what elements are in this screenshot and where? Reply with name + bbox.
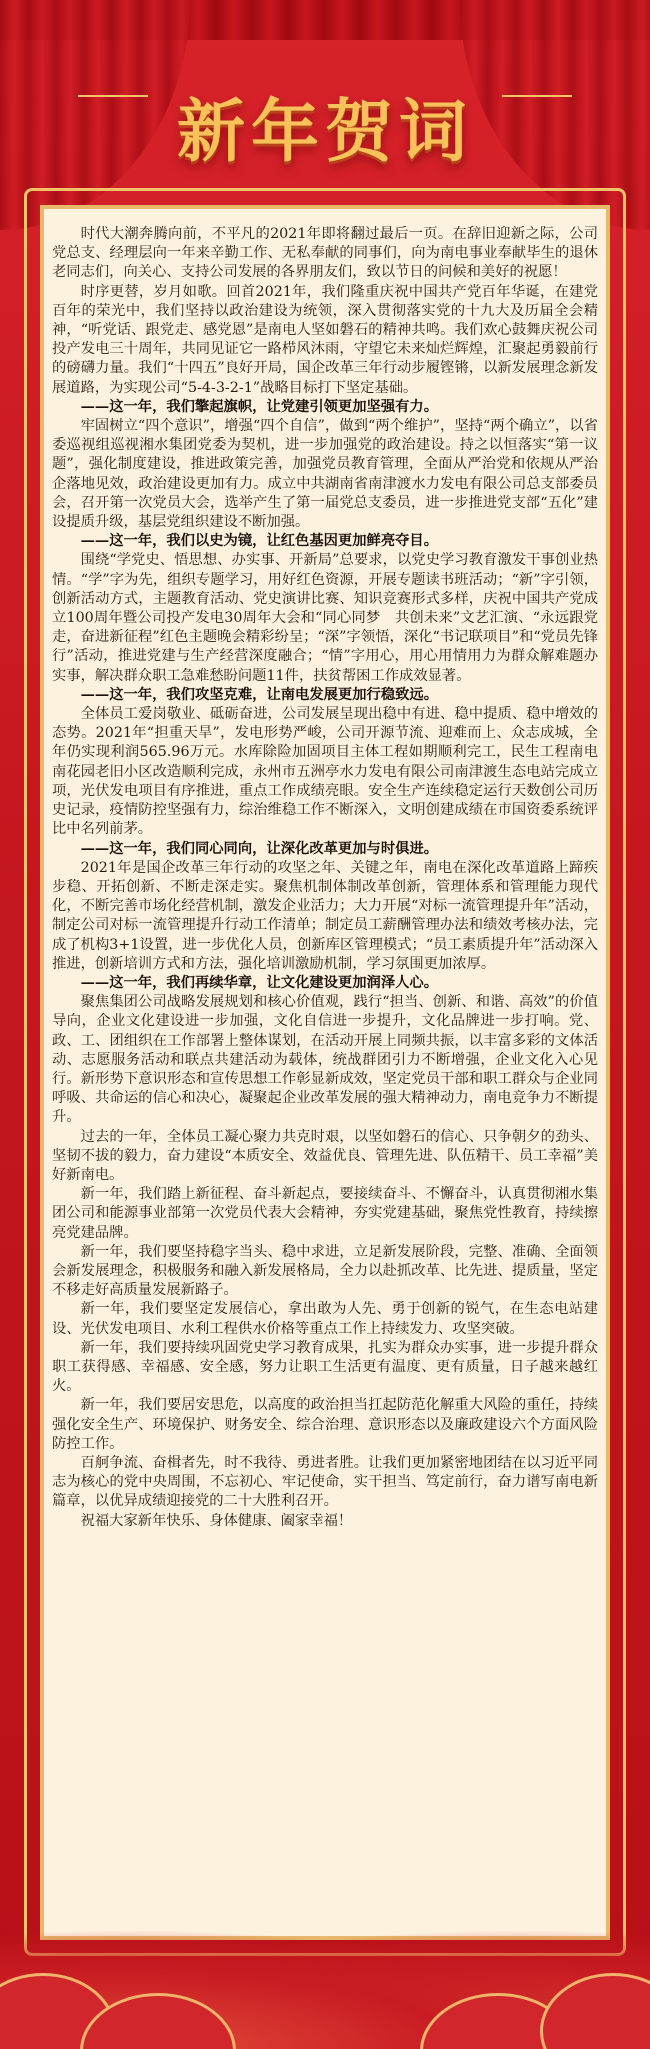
paragraph: 围绕“学党史、悟思想、办实事、开新局”总要求，以党史学习教育激发干事创业热情。“学”字为先，组织专题学习，用好红色资源，开展专题读书班活动；“新”字引领，创新活动方式，主题教育活动、党史演讲比赛、知识竞赛形式多样，庆祝中国共产党成立100周年暨公司投产发电30周年大会和“同心同梦 共创未来”文艺汇演、“永远跟党走，奋进新征程”红色主题晚会精彩纷呈；“深”字领悟，深化“书记联项目”和“党员先锋行”活动，推进党建与生产经营深度融合；“情”字用心，用心用情用力为群众解难题办实事，解决群众职工急难愁盼问题11件，扶贫帮困工作成效显著。 [52, 552, 598, 684]
page-title: 新年贺词 [176, 93, 473, 172]
paragraph: 全体员工爱岗敬业、砥砺奋进，公司发展呈现出稳中有进、稳中提质、稳中增效的态势。2021年“担重天旱”，发电形势严峻，公司开源节流、迎难而上、众志成城，全年仍实现利润565.96万元。水库除险加固项目主体工程如期顺利完工，民生工程南电南花园老旧小区改造顺利完成，永州市五洲亭水力发电有限公司南津渡生态电站完成立项，光伏发电项目有序推进，重点工作成绩亮眼。安全生产连续稳定运行天数创公司历史记录，疫情防控坚强有力，综治维稳工作不断深入，文明创建成绩在市国资委系统评比中名列前茅。 [52, 706, 598, 838]
cloud-icon [540, 1973, 650, 2049]
section-heading: ——这一年，我们以史为镜，让红色基因更加鲜亮夺目。 [80, 533, 439, 550]
section-heading: ——这一年，我们同心同向，让深化改革更加与时俱进。 [80, 840, 439, 857]
paragraph: 新一年，我们要居安思危，以高度的政治担当扛起防范化解重大风险的重任，持续强化安全生产、环境保护、财务安全、综合治理、意识形态以及廉政建设六个方面风险防控工作。 [52, 1397, 598, 1452]
paragraph: 2021年是国企改革三年行动的攻坚之年、关键之年，南电在深化改革道路上蹄疾步稳、开拓创新、不断走深走实。聚焦机制体制改革创新，管理体系和管理能力现代化，不断完善市场化经营机制，激发企业活力；大力开展“对标一流管理提升年”活动，制定公司对标一流管理提升行动工作清单；制定员工薪酬管理办法和绩效考核办法，完成了机构3+1设置，进一步优化人员，创新库区管理模式；“员工素质提升年”活动深入推进，创新培训方式和方法，强化培训激励机制，学习氛围更加浓厚。 [52, 859, 598, 972]
paragraph: 牢固树立“四个意识”，增强“四个自信”，做到“两个维护”，坚持“两个确立”，以省委巡视组巡视湘水集团党委为契机，进一步加强党的政治建设。持之以恒落实“第一议题”，强化制度建设，推进政策完善，加强党员教育管理，全面从严治党和依规从严治企落地见效，政治建设更加有力。成立中共湖南省南津渡水力发电有限公司总支部委员会，召开第一次党员大会，选举产生了第一届党总支委员，进一步推进党支部“五化”建设提质升级，基层党组织建设不断加强。 [52, 418, 598, 531]
section-heading: ——这一年，我们擎起旗帜，让党建引领更加坚强有力。 [80, 398, 439, 415]
paragraph: 时代大潮奔腾向前，不平凡的2021年即将翻过最后一页。在辞旧迎新之际，公司党总支、经理层向一年来辛勤工作、无私奉献的同事们，向为南电事业奉献毕生的退休老同志们，向关心、支持公司发展的各界朋友们，致以节日的问候和美好的祝愿！ [52, 226, 598, 281]
paragraph: 时序更替，岁月如歌。回首2021年，我们隆重庆祝中国共产党百年华诞，在建党百年的荣光中，我们坚持以政治建设为统领，深入贯彻落实党的十九大及历届全会精神，“听党话、跟党走、感党恩”是南电人坚如磐石的精神共鸣。我们欢心鼓舞庆祝公司投产发电三十周年，共同见证它一路栉风沐雨，守望它未来灿烂辉煌，汇聚起勇毅前行的磅礴力量。我们“十四五”良好开局，国企改革三年行动步履铿锵，以新发展理念新发展道路，为实现公司“5-4-3-2-1”战略目标打下坚定基础。 [52, 283, 598, 396]
paragraph: 百舸争流、奋楫者先，时不我待、勇进者胜。让我们更加紧密地团结在以习近平同志为核心的党中央周围，不忘初心、牢记使命，实干担当、笃定前行，奋力谱写南电新篇章，以优异成绩迎接党的二十大胜利召开。 [52, 1455, 598, 1510]
greeting-body [52, 225, 598, 1531]
paragraph: 新一年，我们要坚定发展信心，拿出敢为人先、勇于创新的锐气，在生态电站建设、光伏发电项目、水利工程供水价格等重点工作上持续发力、攻坚突破。 [52, 1301, 598, 1337]
paragraph: 新一年，我们要持续巩固党史学习教育成果，扎实为群众办实事，进一步提升群众职工获得感、幸福感、安全感，努力让职工生活更有温度、更有质量，日子越来越红火。 [52, 1339, 598, 1395]
section-heading: ——这一年，我们再续华章，让文化建设更加润泽人心。 [80, 974, 439, 991]
paragraph: 过去的一年，全体员工凝心聚力共克时艰，以坚如磐石的信心、只争朝夕的劲头、坚韧不拔的毅力，奋力建设“本质安全、效益优良、管理先进、队伍精干、员工幸福”美好新南电。 [52, 1128, 598, 1183]
cloud-decoration [0, 1929, 650, 2049]
paragraph: 祝福大家新年快乐、身体健康、阖家幸福！ [80, 1512, 353, 1529]
paragraph: 新一年，我们踏上新征程、奋斗新起点，要接续奋斗、不懈奋斗，认真贯彻湘水集团公司和能源事业部第一次党员代表大会精神，夯实党建基础，聚焦党性教育，持续擦亮党建品牌。 [52, 1186, 598, 1241]
paragraph: 聚焦集团公司战略发展规划和核心价值观，践行“担当、创新、和谐、高效”的价值导向，企业文化建设进一步加强，文化自信进一步提升，文化品牌进一步打响。党、政、工、团组织在工作部署上整体谋划，在活动开展上同频共振，以丰富多彩的文体活动、志愿服务活动和联点共建活动为载体，统战群团引力不断增强，企业文化入心见行。新形势下意识形态和宣传思想工作彰显新成效，坚定党员干部和职工群众与企业同呼吸、共命运的信心和决心，凝聚起企业改革发展的强大精神动力，南电竞争力不断提升。 [52, 994, 598, 1126]
section-heading: ——这一年，我们攻坚克难，让南电发展更加行稳致远。 [80, 686, 439, 703]
paragraph: 新一年，我们要坚持稳字当头、稳中求进，立足新发展阶段，完整、准确、全面领会新发展理念，积极服务和融入新发展格局，全力以赴抓改革、比先进、提质量，坚定不移走好高质量发展新路子。 [52, 1243, 598, 1299]
